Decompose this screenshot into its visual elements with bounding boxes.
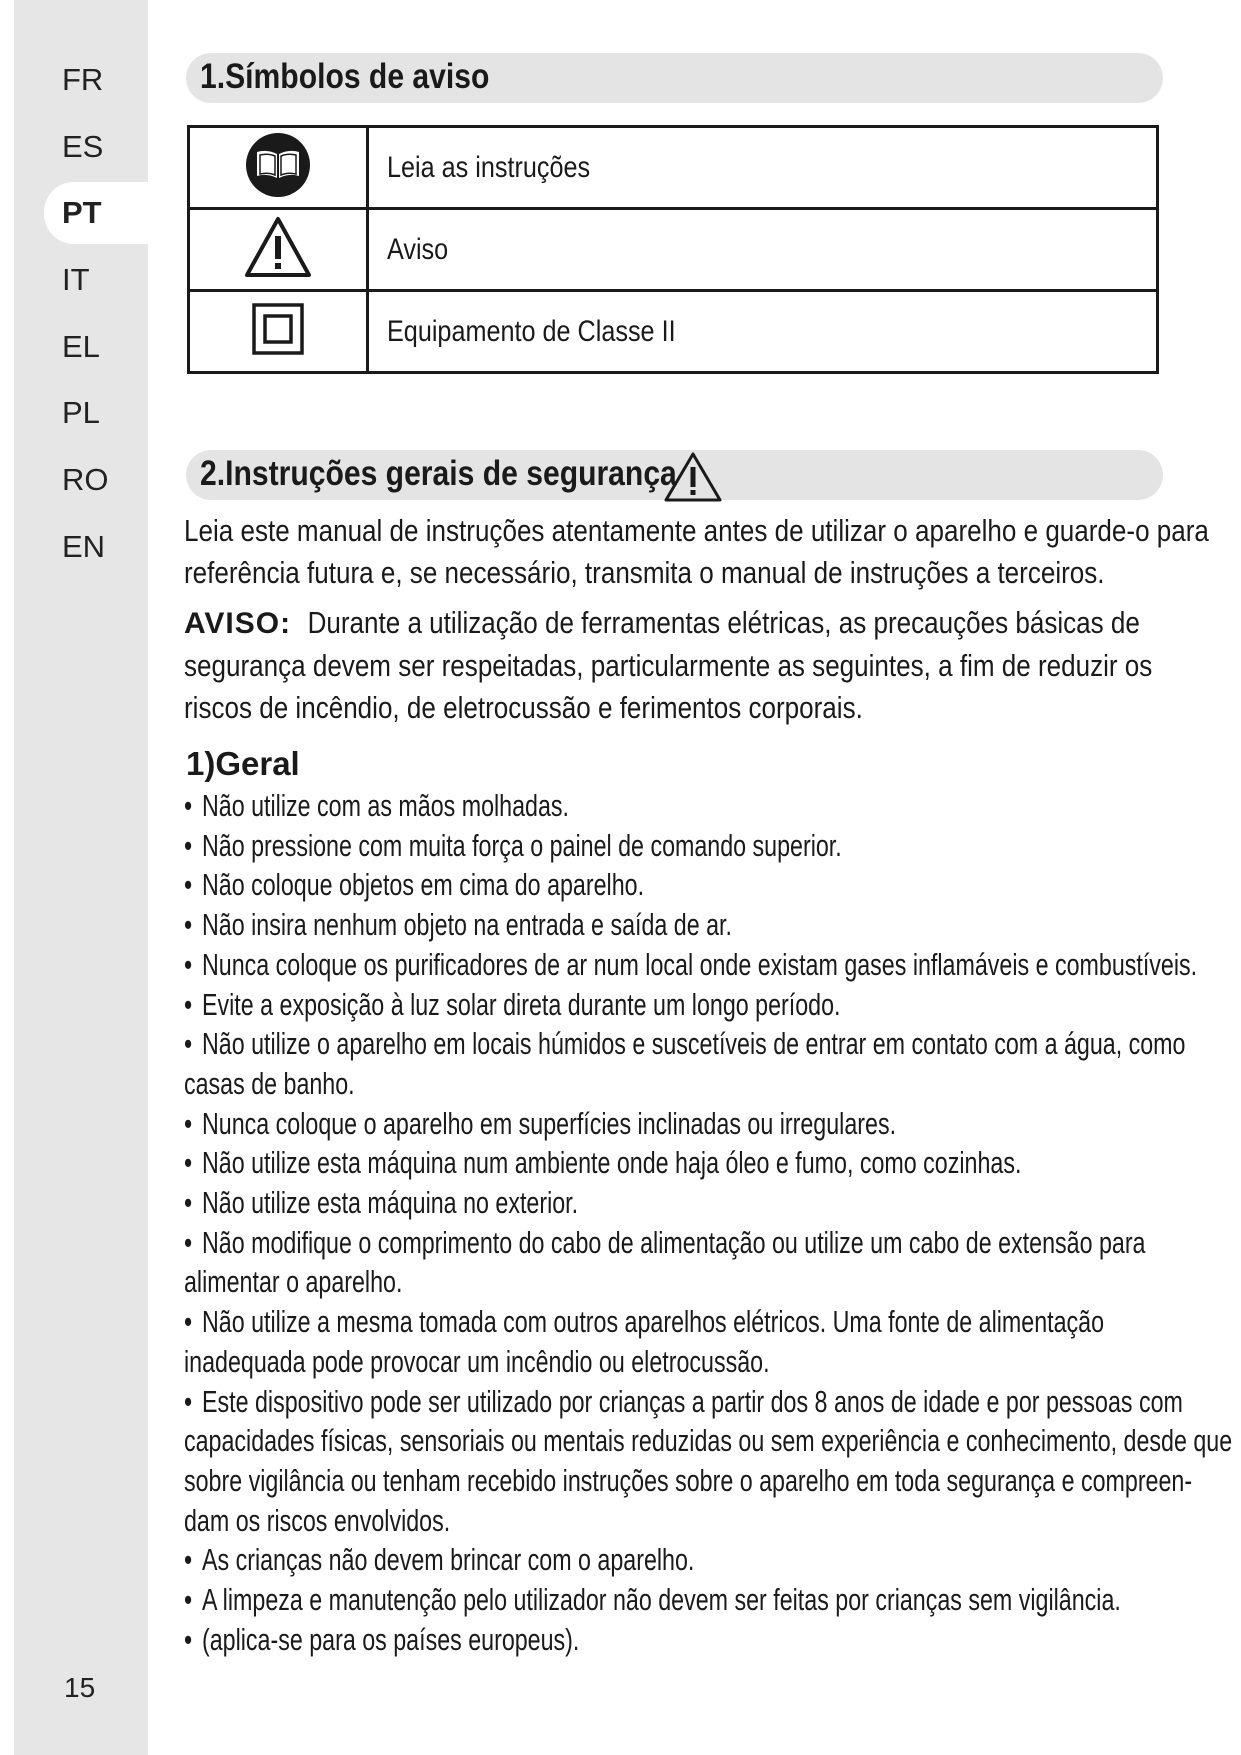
text-line: Leia este manual de instruções atentamente antes de utilizar o aparelho e guarde-o para — [184, 513, 1209, 548]
bullet-icon: • — [184, 1224, 193, 1260]
bullet-icon: • — [184, 1026, 193, 1062]
symbol-row — [189, 127, 1158, 209]
bullet-text: A limpeza e manutenção pelo utilizador não devem ser feitas por crianças sem vigilância. — [202, 1582, 1121, 1618]
language-tab-en[interactable] — [44, 516, 148, 578]
warning-triangle-icon — [663, 451, 723, 503]
text-line: segurança devem ser respeitadas, particularmente as seguintes, a fim de reduzir os — [184, 648, 1153, 683]
symbol-row — [189, 209, 1158, 291]
text-line — [184, 826, 1114, 866]
bullet-text: Não pressione com muita força o painel de comando superior. — [202, 827, 842, 863]
language-tab-el[interactable] — [44, 316, 148, 378]
bullet-text: Não utilize a mesma tomada com outros aparelhos elétricos. Uma fonte de alimentação — [202, 1304, 1105, 1340]
bullet-text: (aplica-se para os países europeus). — [202, 1621, 580, 1657]
bullet-icon: • — [184, 1105, 193, 1141]
continuation-line: casas de banho. — [184, 1065, 355, 1101]
bullet-text: Nunca coloque o aparelho em superfícies inclinadas ou irregulares. — [202, 1105, 897, 1141]
text-line — [184, 945, 1198, 985]
bullet-icon: • — [184, 907, 193, 943]
text-line — [184, 985, 1114, 1025]
bullet-icon: • — [184, 1383, 193, 1419]
page-number: 15 — [64, 1672, 96, 1703]
subsection-heading-general: 1)Geral — [186, 745, 300, 782]
text-line — [184, 1104, 1114, 1144]
safety-bullet-list — [184, 786, 1233, 1659]
list-item — [184, 1104, 1114, 1144]
bullet-icon: • — [184, 827, 193, 863]
list-item — [184, 1620, 1114, 1660]
language-code: EL — [62, 329, 100, 364]
list-item — [184, 826, 1114, 866]
bullet-text: Não utilize o aparelho em locais húmidos e suscetíveis de entrar em contato com a água, como — [202, 1026, 1186, 1062]
language-code: EN — [62, 529, 106, 564]
bullet-text: Não modifique o comprimento do cabo de alimentação ou utilize um cabo de extensão para — [202, 1224, 1146, 1260]
bullet-icon: • — [184, 1185, 193, 1221]
list-item — [184, 1302, 1114, 1381]
bullet-icon: • — [184, 946, 193, 982]
list-item — [184, 1382, 1233, 1541]
text-line — [184, 602, 1140, 645]
icon-cell — [189, 209, 368, 291]
symbol-label: Leia as instruções — [387, 150, 591, 184]
intro-paragraph — [184, 510, 1209, 594]
bullet-text: Evite a exposição à luz solar direta durante um longo período. — [202, 986, 841, 1022]
language-tab-fr[interactable] — [44, 49, 148, 111]
text-line — [184, 1540, 1114, 1580]
label-cell — [368, 127, 1158, 209]
bullet-text: Não utilize com as mãos molhadas. — [202, 788, 569, 823]
language-code: RO — [62, 462, 109, 497]
continuation-line: dam os riscos envolvidos. — [184, 1502, 451, 1538]
text-line: referência futura e, se necessário, transmita o manual de instruções a terceiros. — [184, 555, 1105, 590]
language-tab-pl[interactable] — [44, 382, 148, 444]
continuation-line: inadequada pode provocar um incêndio ou eletrocussão. — [184, 1343, 770, 1379]
label-cell — [368, 291, 1158, 373]
bullet-icon: • — [184, 1145, 193, 1181]
list-item — [184, 1143, 1114, 1183]
list-item — [184, 1580, 1121, 1620]
continuation-line: alimentar o aparelho. — [184, 1264, 403, 1300]
bullet-text: Não utilize esta máquina num ambiente onde haja óleo e fumo, como cozinhas. — [202, 1145, 1022, 1181]
bullet-text: Não insira nenhum objeto na entrada e saída de ar. — [202, 907, 732, 943]
symbols-table — [187, 125, 1159, 374]
text-line — [184, 905, 1114, 945]
icon-cell — [189, 291, 368, 373]
bullet-icon: • — [184, 1542, 193, 1578]
section-heading-general-safety — [186, 450, 1163, 500]
list-item — [184, 1183, 1114, 1223]
warning-text: Durante a utilização de ferramentas elétricas, as precauções básicas de — [307, 605, 1140, 640]
list-item — [184, 865, 1114, 905]
bullet-text: As crianças não devem brincar com o aparelho. — [202, 1542, 695, 1578]
text-line — [184, 1223, 1146, 1263]
list-item — [184, 1223, 1146, 1302]
bullet-icon: • — [184, 788, 193, 823]
section-title: 2.Instruções gerais de segurança — [200, 454, 677, 493]
language-code: ES — [62, 129, 104, 164]
text-line — [184, 865, 1114, 905]
symbol-label: Aviso — [387, 232, 449, 266]
language-code: FR — [62, 62, 104, 97]
language-tab-pt[interactable] — [44, 182, 148, 244]
continuation-line: capacidades físicas, sensoriais ou mentais reduzidas ou sem experiência e conhecimento, desde que — [184, 1423, 1233, 1459]
warning-triangle-icon — [244, 216, 312, 278]
bullet-icon: • — [184, 1582, 193, 1618]
list-item — [184, 1024, 1186, 1103]
section-title: 1.Símbolos de aviso — [200, 57, 490, 96]
bullet-text: Este dispositivo pode ser utilizado por crianças a partir dos 8 anos de idade e por pessoas com — [202, 1383, 1183, 1419]
list-item — [184, 905, 1114, 945]
language-tab-ro[interactable] — [44, 449, 148, 511]
text-line — [184, 1302, 1114, 1342]
warning-paragraph — [184, 602, 1153, 729]
text-line — [184, 1620, 1114, 1660]
text-line — [184, 1382, 1183, 1422]
class-ii-double-square-icon — [252, 303, 304, 355]
text-line — [184, 786, 1114, 826]
text-line — [184, 1143, 1114, 1183]
text-line: riscos de incêndio, de eletrocussão e ferimentos corporais. — [184, 690, 863, 725]
section-heading-warning-symbols — [186, 53, 1163, 103]
bullet-icon: • — [184, 986, 193, 1022]
language-tab-es[interactable] — [44, 116, 148, 178]
read-instructions-icon — [245, 132, 311, 198]
bullet-text: Não coloque objetos em cima do aparelho. — [202, 867, 645, 903]
list-item — [184, 985, 1114, 1025]
text-line — [184, 1580, 1121, 1620]
bullet-icon: • — [184, 1304, 193, 1340]
list-item — [184, 945, 1198, 985]
list-item — [184, 1540, 1114, 1580]
text-line — [184, 1183, 1114, 1223]
language-tab-it[interactable] — [44, 249, 148, 311]
bullet-text: Nunca coloque os purificadores de ar num local onde existam gases inflamáveis e combustíveis. — [202, 946, 1198, 982]
symbol-label: Equipamento de Classe II — [387, 314, 676, 348]
bullet-text: Não utilize esta máquina no exterior. — [202, 1185, 579, 1221]
bullet-icon: • — [184, 1621, 193, 1657]
continuation-line: sobre vigilância ou tenham recebido instruções sobre o aparelho em toda segurança e compreen- — [184, 1462, 1193, 1498]
language-code: IT — [62, 262, 90, 297]
bullet-icon: • — [184, 867, 193, 903]
symbol-row — [189, 291, 1158, 373]
list-item — [184, 786, 1114, 826]
label-cell — [368, 209, 1158, 291]
text-line — [184, 1024, 1186, 1064]
language-code: PL — [62, 395, 100, 430]
icon-cell — [189, 127, 368, 209]
language-code: PT — [62, 195, 102, 230]
warning-label: AVISO: — [184, 607, 292, 640]
